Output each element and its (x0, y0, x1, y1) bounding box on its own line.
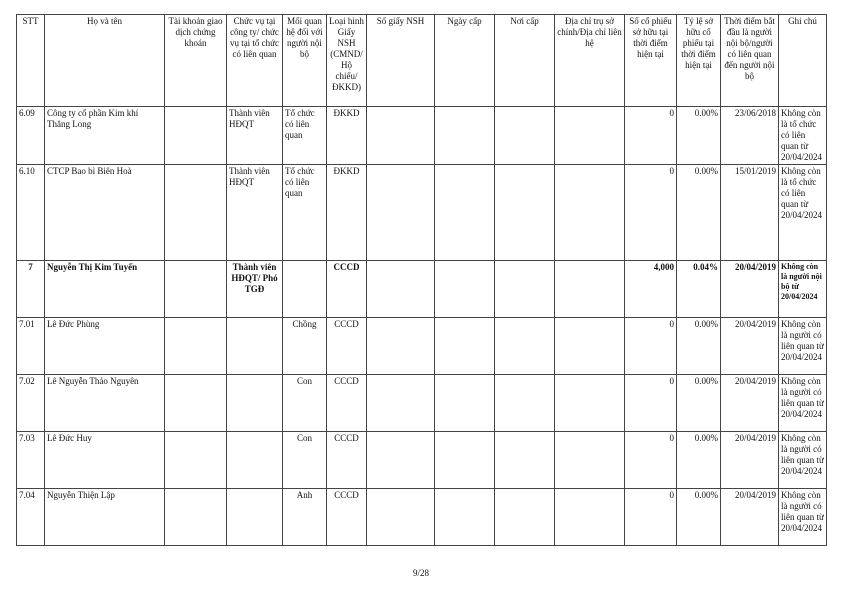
cell-position (227, 489, 283, 546)
cell-issue-date (435, 261, 495, 318)
cell-relation: Anh (283, 489, 327, 546)
cell-id-no (367, 375, 435, 432)
col-shares: Số cổ phiếu sở hữu tại thời điểm hiện tại (625, 15, 677, 107)
cell-account (165, 375, 227, 432)
cell-stt: 7.02 (17, 375, 45, 432)
table-row (17, 489, 827, 546)
cell-shares: 0 (625, 489, 677, 546)
header-row (17, 15, 827, 107)
cell-name: Lê Đức Phùng (45, 318, 165, 375)
cell-shares: 0 (625, 375, 677, 432)
col-ratio: Tỷ lệ sở hữu cổ phiếu tại thời điểm hiện tại (677, 15, 721, 107)
cell-account (165, 489, 227, 546)
cell-issue-date (435, 432, 495, 489)
cell-ratio: 0.00% (677, 432, 721, 489)
cell-relation: Con (283, 375, 327, 432)
cell-stt: 7.03 (17, 432, 45, 489)
cell-position: Thành viên HĐQT (227, 107, 283, 165)
cell-issue-date (435, 318, 495, 375)
cell-issue-place (495, 318, 555, 375)
cell-relation (283, 261, 327, 318)
cell-note: Không còn là người có liên quan từ 20/04/2024 (779, 489, 827, 546)
cell-start-date: 20/04/2019 (721, 432, 779, 489)
table-row (17, 318, 827, 375)
cell-address (555, 318, 625, 375)
cell-ratio: 0.00% (677, 107, 721, 165)
cell-id-type: ĐKKD (327, 107, 367, 165)
cell-id-no (367, 107, 435, 165)
cell-id-type: CCCD (327, 489, 367, 546)
col-id-no: Số giấy NSH (367, 15, 435, 107)
cell-address (555, 165, 625, 261)
cell-account (165, 318, 227, 375)
cell-address (555, 375, 625, 432)
cell-ratio: 0.04% (677, 261, 721, 318)
cell-id-type: CCCD (327, 375, 367, 432)
cell-note: Không còn là người có liên quan từ 20/04/2024 (779, 318, 827, 375)
cell-address (555, 489, 625, 546)
cell-note: Không còn là tổ chức có liên quan từ 20/04/2024 (779, 165, 827, 261)
cell-issue-place (495, 489, 555, 546)
cell-account (165, 107, 227, 165)
col-id-type: Loại hình Giấy NSH (CMND/ Hộ chiếu/ ĐKKD) (327, 15, 367, 107)
cell-account (165, 432, 227, 489)
cell-address (555, 432, 625, 489)
cell-start-date: 20/04/2019 (721, 261, 779, 318)
cell-shares: 0 (625, 107, 677, 165)
cell-shares: 0 (625, 318, 677, 375)
cell-issue-place (495, 432, 555, 489)
cell-issue-place (495, 165, 555, 261)
cell-address (555, 261, 625, 318)
cell-id-no (367, 489, 435, 546)
cell-id-no (367, 165, 435, 261)
col-issue-place: Nơi cấp (495, 15, 555, 107)
cell-ratio: 0.00% (677, 318, 721, 375)
page-number: 9/28 (412, 568, 429, 578)
cell-note: Không còn là người nội bộ từ 20/04/2024 (779, 261, 827, 318)
cell-issue-date (435, 107, 495, 165)
col-note: Ghi chú (779, 15, 827, 107)
col-name: Họ và tên (45, 15, 165, 107)
table-row (17, 375, 827, 432)
cell-start-date: 20/04/2019 (721, 375, 779, 432)
cell-name: Công ty cổ phần Kim khí Thăng Long (45, 107, 165, 165)
cell-id-no (367, 261, 435, 318)
table-row (17, 165, 827, 261)
cell-stt: 6.09 (17, 107, 45, 165)
cell-note: Không còn là người có liên quan từ 20/04/2024 (779, 375, 827, 432)
col-stt: STT (17, 15, 45, 107)
cell-issue-place (495, 375, 555, 432)
cell-name: CTCP Bao bì Biên Hoà (45, 165, 165, 261)
cell-address (555, 107, 625, 165)
cell-shares: 4,000 (625, 261, 677, 318)
cell-stt: 7.01 (17, 318, 45, 375)
col-start-date: Thời điểm bắt đầu là người nội bộ/người có liên quan đến người nội bộ (721, 15, 779, 107)
cell-ratio: 0.00% (677, 375, 721, 432)
cell-shares: 0 (625, 432, 677, 489)
cell-name: Nguyễn Thị Kim Tuyến (45, 261, 165, 318)
cell-start-date: 20/04/2019 (721, 318, 779, 375)
cell-id-type: CCCD (327, 261, 367, 318)
cell-id-type: CCCD (327, 432, 367, 489)
cell-issue-date (435, 165, 495, 261)
cell-name: Lê Đức Huy (45, 432, 165, 489)
cell-start-date: 15/01/2019 (721, 165, 779, 261)
insider-table (16, 14, 827, 546)
cell-relation: Chồng (283, 318, 327, 375)
cell-position (227, 318, 283, 375)
cell-relation: Tổ chức có liên quan (283, 165, 327, 261)
cell-issue-date (435, 375, 495, 432)
table-row (17, 107, 827, 165)
cell-stt: 7 (17, 261, 45, 318)
cell-note: Không còn là người có liên quan từ 20/04/2024 (779, 432, 827, 489)
cell-stt: 6.10 (17, 165, 45, 261)
cell-issue-date (435, 489, 495, 546)
cell-id-no (367, 318, 435, 375)
cell-name: Lê Nguyễn Thảo Nguyên (45, 375, 165, 432)
cell-issue-place (495, 107, 555, 165)
cell-issue-place (495, 261, 555, 318)
cell-name: Nguyễn Thiện Lập (45, 489, 165, 546)
table-row (17, 432, 827, 489)
cell-relation: Tổ chức có liên quan (283, 107, 327, 165)
cell-position: Thành viên HĐQT/ Phó TGĐ (227, 261, 283, 318)
cell-ratio: 0.00% (677, 165, 721, 261)
cell-account (165, 165, 227, 261)
cell-relation: Con (283, 432, 327, 489)
cell-note: Không còn là tổ chức có liên quan từ 20/04/2024 (779, 107, 827, 165)
table-row (17, 261, 827, 318)
cell-id-type: CCCD (327, 318, 367, 375)
col-position: Chức vụ tại công ty/ chức vụ tại tổ chức có liên quan (227, 15, 283, 107)
cell-id-no (367, 432, 435, 489)
cell-shares: 0 (625, 165, 677, 261)
cell-position (227, 375, 283, 432)
cell-ratio: 0.00% (677, 489, 721, 546)
col-account: Tài khoản giao dịch chứng khoán (165, 15, 227, 107)
col-issue-date: Ngày cấp (435, 15, 495, 107)
col-address: Địa chỉ trụ sở chính/Địa chỉ liên hệ (555, 15, 625, 107)
cell-start-date: 20/04/2019 (721, 489, 779, 546)
cell-stt: 7.04 (17, 489, 45, 546)
cell-position: Thành viên HĐQT (227, 165, 283, 261)
cell-id-type: ĐKKD (327, 165, 367, 261)
cell-position (227, 432, 283, 489)
cell-account (165, 261, 227, 318)
col-relation: Mối quan hệ đối với người nội bộ (283, 15, 327, 107)
cell-start-date: 23/06/2018 (721, 107, 779, 165)
